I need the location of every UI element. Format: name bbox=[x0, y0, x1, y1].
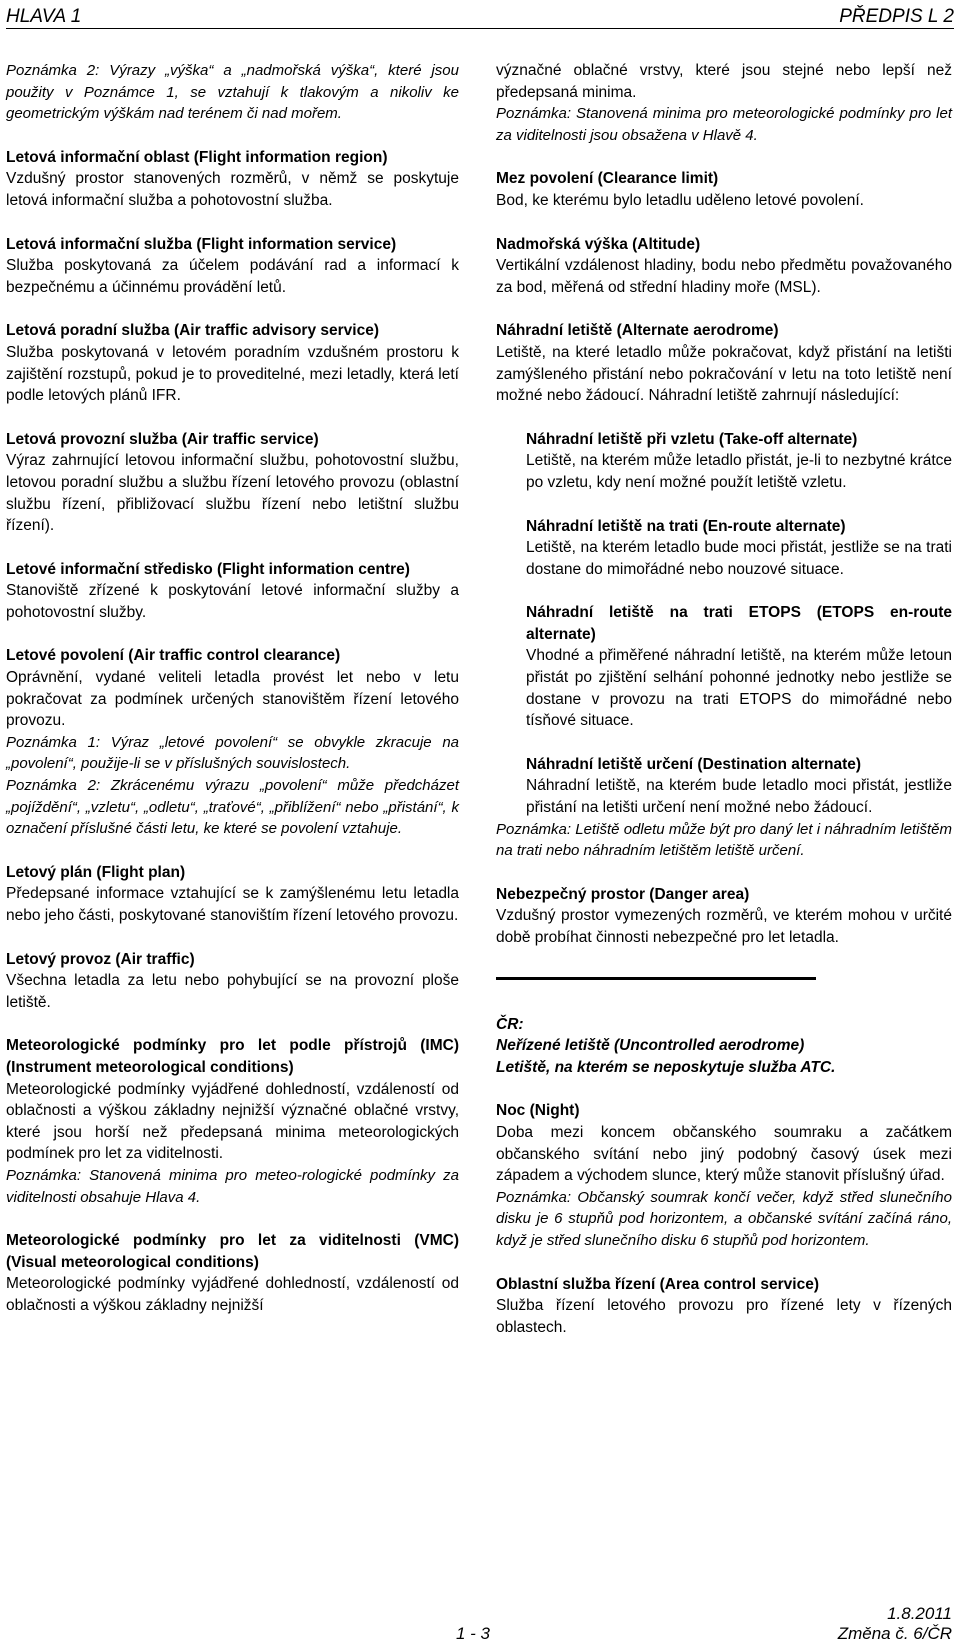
definition-block bbox=[6, 429, 459, 537]
definition-body: Letiště, na které letadlo může pokračovat, když přistání na letišti zamýšleného přistání nebo pokračování v letu na toto letiště není možné nebo žádoucí. Náhradní letiště zahrnují následující: bbox=[496, 343, 952, 405]
definition-body: Letiště, na kterém se neposkytuje služba ATC. bbox=[496, 1058, 836, 1076]
page-header bbox=[6, 6, 954, 29]
definition-block bbox=[496, 1100, 952, 1251]
regulation-label: PŘEDPIS L 2 bbox=[839, 6, 954, 27]
definition-title: Noc (Night) bbox=[496, 1102, 580, 1120]
definition-block bbox=[6, 862, 459, 927]
definition-body: Vertikální vzdálenost hladiny, bodu nebo předmětu považovaného za bod, měřená od střední hladiny moře (MSL). bbox=[496, 257, 952, 296]
page-number: 1 - 3 bbox=[456, 1624, 491, 1643]
definition-title: Nadmořská výška (Altitude) bbox=[496, 235, 701, 253]
definition-block bbox=[526, 516, 952, 581]
definition-block bbox=[6, 1230, 459, 1316]
definition-title: Náhradní letiště určení (Destination alternate) bbox=[526, 755, 862, 773]
definition-title: Meteorologické podmínky pro let za viditelnosti (VMC) (Visual meteorological conditions) bbox=[6, 1232, 459, 1271]
definition-block bbox=[6, 1035, 459, 1208]
definition-body: Oprávnění, vydané veliteli letadla provést let nebo v letu pokračovat za podmínek určených stanovištěm řízení letového provozu. bbox=[6, 669, 459, 730]
note-text: Poznámka: Letiště odletu může být pro daný let i náhradním letištěm na trati nebo náhradním letištěm letiště určení. bbox=[496, 820, 952, 860]
definition-block bbox=[496, 320, 952, 406]
definition-title: Náhradní letiště na trati (En-route alternate) bbox=[526, 517, 846, 535]
definition-title: Náhradní letiště při vzletu (Take-off alternate) bbox=[526, 430, 858, 448]
definition-block bbox=[526, 754, 952, 819]
note-text: Poznámka: Stanovená minima pro meteorologické podmínky pro let za viditelnosti jsou obsažena v Hlavě 4. bbox=[496, 105, 952, 144]
definition-body: význačné oblačné vrstvy, které jsou stejné nebo lepší než předepsaná minima. bbox=[496, 62, 952, 101]
definition-title: Letová informační oblast (Flight information region) bbox=[6, 148, 388, 166]
definition-body: Letiště, na kterém letadlo bude moci přistát, jestliže se na trati dostane do mimořádné nebo nouzové situace. bbox=[526, 539, 952, 578]
definition-body: Vzdušný prostor vymezených rozměrů, ve kterém mohou v určité době probíhat činnosti nebezpečné pro let letadla. bbox=[496, 907, 952, 946]
right-column bbox=[496, 60, 952, 1360]
definition-body: Předepsané informace vztahující se k zamýšlenému letu letadla nebo jeho části, poskytované stanovištím řízení letového provozu. bbox=[6, 885, 459, 924]
definition-body: Výraz zahrnující letovou informační službu, pohotovostní službu, letovou poradní službu a službu řízení letového provozu (oblastní službu řízení, přibližovací službu řízení nebo letištní službu řízení). bbox=[6, 452, 459, 535]
definition-body: Doba mezi koncem občanského soumraku a začátkem občanského svítání nebo jiný podobný časový úsek mezi západem a východem slunce, který může stanovit příslušný úřad. bbox=[496, 1123, 952, 1185]
definition-body: Služba poskytovaná v letovém poradním vzdušném prostoru k zajištění rozstupů, pokud je to proveditelné, mezi letadly, která letí podle letových plánů IFR. bbox=[6, 343, 459, 405]
definition-title: Nebezpečný prostor (Danger area) bbox=[496, 885, 750, 903]
definition-body: Vzdušný prostor stanovených rozměrů, v němž se poskytuje letová informační služba a pohotovostní služba. bbox=[6, 170, 459, 209]
definition-body: Bod, ke kterému bylo letadlu uděleno letové povolení. bbox=[496, 191, 864, 209]
definition-block bbox=[496, 60, 952, 146]
definition-block bbox=[496, 234, 952, 299]
definition-title: Neřízené letiště (Uncontrolled aerodrome) bbox=[496, 1037, 805, 1055]
definition-block bbox=[6, 234, 459, 299]
note-text: Poznámka: Stanovená minima pro meteo-rologické podmínky za viditelnosti obsahuje Hlava 4. bbox=[6, 1166, 459, 1206]
national-supplement bbox=[496, 1014, 952, 1079]
definition-block bbox=[6, 559, 459, 624]
definition-title: Letový provoz (Air traffic) bbox=[6, 950, 195, 968]
chapter-label: HLAVA 1 bbox=[6, 6, 82, 27]
definition-title: Letová provozní služba (Air traffic service) bbox=[6, 430, 319, 448]
note-text: Poznámka 2: Výrazy „výška“ a „nadmořská výška“, které jsou použity v Poznámce 1, se vztahují k tlakovým a nikoliv ke geometrickým výškám nad terénem či nad mořem. bbox=[6, 62, 459, 123]
definition-title: Letový plán (Flight plan) bbox=[6, 863, 186, 881]
definition-block bbox=[6, 60, 459, 125]
definition-block bbox=[6, 147, 459, 212]
definition-block bbox=[496, 1274, 952, 1339]
definition-block bbox=[496, 884, 952, 949]
definition-body: Meteorologické podmínky vyjádřené dohledností, vzdáleností od oblačnosti a výškou základny nejnižší význačné oblačné vrstvy, které jsou horší než předepsaná minima meteorologických podmínek pro let za viditelnosti. bbox=[6, 1080, 459, 1163]
note-text: Poznámka 1: Výraz „letové povolení“ se obvykle zkracuje na „povolení“, použije-li se v příslušných souvislostech. bbox=[6, 733, 459, 773]
definition-title: Náhradní letiště (Alternate aerodrome) bbox=[496, 322, 779, 340]
definition-block bbox=[496, 168, 952, 211]
definition-title: Mez povolení (Clearance limit) bbox=[496, 170, 719, 188]
definition-title: Letové informační středisko (Flight information centre) bbox=[6, 560, 410, 578]
definition-block bbox=[6, 645, 459, 839]
section-divider bbox=[496, 977, 816, 980]
definition-title: Letové povolení (Air traffic control clearance) bbox=[6, 647, 341, 665]
definition-block bbox=[496, 819, 952, 862]
definition-body: Všechna letadla za letu nebo pohybující se na provozní ploše letiště. bbox=[6, 972, 459, 1011]
definition-body: Letiště, na kterém může letadlo přistát, je-li to nezbytné krátce po vzletu, kdy není možné použít letiště vzletu. bbox=[526, 452, 952, 491]
definition-body: Meteorologické podmínky vyjádřené dohledností, vzdáleností od oblačnosti a výškou základny nejnižší bbox=[6, 1275, 459, 1314]
note-text: Poznámka 2: Zkrácenému výrazu „povolení“ může předcházet „pojíždění“, „vzletu“, „odletu“, „traťové“, „přiblížení“ nebo „přistání“, k označení příslušné části letu, ke které se povolení vztahuje. bbox=[6, 777, 459, 838]
definition-block bbox=[6, 949, 459, 1014]
definition-title: Náhradní letiště na trati ETOPS (ETOPS en-route alternate) bbox=[526, 604, 952, 643]
definition-body: Stanoviště zřízené k poskytování letové informační služby a pohotovostní služby. bbox=[6, 582, 459, 621]
footer-date: 1.8.2011 bbox=[887, 1604, 952, 1623]
definition-block bbox=[6, 320, 459, 406]
definition-title: Letová poradní služba (Air traffic advisory service) bbox=[6, 322, 379, 340]
definition-body: Služba poskytovaná za účelem podávání rad a informací k bezpečnému a účinnému provádění letů. bbox=[6, 257, 459, 296]
cr-label: ČR: bbox=[496, 1015, 524, 1033]
definition-title: Oblastní služba řízení (Area control service) bbox=[496, 1275, 820, 1293]
definition-body: Vhodné a přiměřené náhradní letiště, na kterém může letoun přistát po zjištění selhání pohonné jednotky nebo jestliže se dostane v provozu na trati ETOPS do mimořádné nebo tísňové situace. bbox=[526, 647, 952, 730]
definition-block bbox=[526, 602, 952, 732]
amendment-label: Změna č. 6/ČR bbox=[837, 1624, 952, 1643]
left-column bbox=[6, 60, 459, 1339]
definition-body: Služba řízení letového provozu pro řízené lety v řízených oblastech. bbox=[496, 1297, 952, 1336]
definition-block bbox=[526, 429, 952, 494]
definition-title: Letová informační služba (Flight information service) bbox=[6, 235, 397, 253]
definition-title: Meteorologické podmínky pro let podle přístrojů (IMC) (Instrument meteorological conditions) bbox=[6, 1037, 459, 1076]
note-text: Poznámka: Občanský soumrak končí večer, když střed slunečního disku je 6 stupňů pod horizontem, a občanské svítání začíná ráno, když je střed slunečního disku 6 stupňů pod horizontem. bbox=[496, 1188, 952, 1249]
definition-body: Náhradní letiště, na kterém bude letadlo moci přistát, jestliže přistání na letišti určení není možné nebo žádoucí. bbox=[526, 777, 952, 817]
